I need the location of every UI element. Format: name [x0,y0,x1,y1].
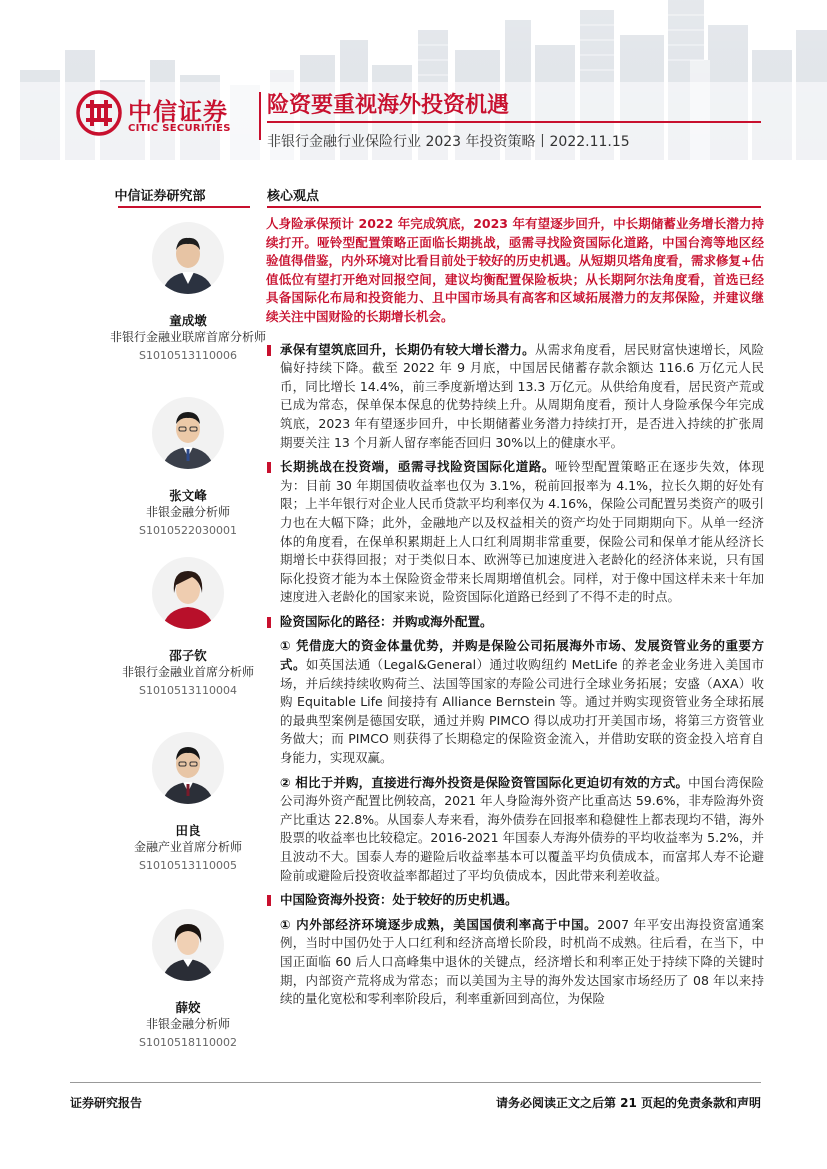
bullet-paragraph [266,613,764,632]
numbered-paragraph [266,774,764,886]
analyst-card [110,397,266,539]
analyst-title: 金融产业首席分析师 [133,840,242,854]
analyst-title: 非银金融分析师 [145,505,230,519]
report-subtitle: 非银行金融行业保险行业 2023 年投资策略丨2022.11.15 [267,134,630,150]
logo-chinese-name: 中信证券 [128,98,228,126]
analyst-license-id: S1010513110005 [139,859,237,872]
paragraph-text: 如英国法通（Legal&General）通过收购纽约 MetLife 的养老金业务进入美国市场，并后续持续收购荷兰、法国等国家的寿险公司进行全球业务拓展；安盛（AXA）收购 Equitable Life 间接持有 Alliance Bernstein 等。通过并购实现资管业务全球拓展的最典型案例是德国安联，通过并购 PIMCO 得以成功打开美国市场，将第三方资管业务做大；而 PIMCO 则获得了长期稳定的保险资金流入，并借助安联的资金投入培育自身能力，实现双赢。 [280,657,764,766]
analyst-title: 非银行金融业联席首席分析师 [110,330,267,344]
analyst-photo-avatar [152,397,224,469]
paragraph-lead: 中国险资海外投资：处于较好的历史机遇。 [280,892,518,908]
analyst-photo-avatar [152,222,224,294]
paragraph-lead: 长期挑战在投资端，亟需寻找险资国际化道路。 [280,459,556,475]
title-divider [259,92,261,140]
analyst-photo-avatar [152,732,224,804]
paragraph-text: 从需求角度看，居民财富快速增长，风险偏好持续下降。截至 2022 年 9 月底，中国居民储蓄存款余额达 116.6 万亿元人民币，同比增长 14.4%，前三季度新增达到 13.3 万亿元。从供给角度看，居民资产荒或已成为常态，保单保本保息的优势持续上升。从周期角度看，预计人身险承保今年完成筑底，2023 年有望逐步回升，中长期储蓄业务潜力持续打开，是否进入持续的扩张周期要关注 13 个月新人留存率能否回归 30%以上的健康水平。 [280,341,764,450]
bullet-paragraph [266,891,764,910]
paragraph-text: 2007 年平安出海投资富通案例，当时中国仍处于人口红利和经济高增长阶段，时机尚不成熟。往后看，在当下，中国正面临 60 后人口高峰集中退休的关键点，经济增长和利率正处于持续下降的关键时期，内部资产荒将成为常态；而以美国为主导的海外发达国家市场经历了 08 年以来持续的量化宽松和零利率阶段后，利率重新回到高位，为保险 [280,916,764,1007]
bullet-paragraph [266,341,764,453]
report-title: 险资要重视海外投资机遇 [267,93,510,118]
analyst-license-id: S1010513110004 [139,684,237,697]
title-underline [267,121,761,123]
analyst-name: 张文峰 [169,488,207,503]
paragraph-lead: ① 内外部经济环境逐步成熟，美国国债利率高于中国。 [280,916,598,932]
analyst-name: 童成墩 [169,313,207,328]
analyst-license-id: S1010522030001 [139,524,237,537]
citic-logo-icon [76,90,122,136]
paragraph-lead: 承保有望筑底回升，长期仍有较大增长潜力。 [280,341,535,357]
analyst-license-id: S1010513110006 [139,349,237,362]
analyst-photo-avatar [152,909,224,981]
paragraph-lead: ② 相比于并购，直接进行海外投资是保险资管国际化更迫切有效的方式。 [280,774,689,790]
analyst-name: 田良 [175,823,201,838]
summary-paragraph: 人身险承保预计 2022 年完成筑底，2023 年有望逐步回升，中长期储蓄业务增长潜力持续打开。哑铃型配置策略正面临长期挑战，亟需寻找险资国际化道路，中国台湾等地区经验值得借鉴，内外环境对比看目前处于较好的历史机遇。从短期贝塔角度看，需求修复+估值低位有望打开绝对回报空间，建议均衡配置保险板块；从长期阿尔法角度看，首选已经具备国际化布局和投资能力、且中国市场具有高客和区域拓展潜力的友邦保险，并建议继续关注中国财险的长期增长机会。 [266,216,764,324]
analyst-license-id: S1010518110002 [139,1036,237,1049]
core-views-body [266,215,764,1009]
analyst-title: 非银行金融业首席分析师 [121,665,254,679]
paragraph-text: 中国台湾保险公司海外资产配置比例较高，2021 年人身险海外资产比重高达 59.6%，非寿险海外资产比重达 22.8%。从国泰人寿来看，海外债券在回报率和稳健性上都表现均不错，海外股票的收益率也比较稳定。2016-2021 年国泰人寿海外债券的平均收益率为 5.2%，并且波动不大。国泰人寿的避险后收益率基本可以覆盖平均负债成本，而富邦人寿不论避险前或避险后投资收益率都超过了平均负债成本，因此带来利差收益。 [280,774,764,883]
core-views-rule [267,206,761,208]
numbered-paragraph [266,637,764,767]
paragraph-lead: ① 凭借庞大的资金体量优势，并购是保险公司拓展海外市场、发展资管业务的重要方式。 [280,638,764,673]
analyst-card [110,732,266,874]
analyst-photo-avatar [152,557,224,629]
analyst-name: 薛姣 [175,1000,201,1015]
citic-securities-logo [76,90,256,140]
footer-report-type: 证券研究报告 [70,1096,143,1110]
bullet-paragraph [266,458,764,607]
paragraph-text: 哑铃型配置策略正在逐步失效，体现为：目前 30 年期国债收益率也仅为 3.1%，税前回报率为 4.1%，拉长久期的好处有限；上半年银行对企业人民币贷款平均利率仅为 4.16%，保险公司配置另类资产的吸引力也在大幅下降；此外，金融地产以及权益相关的资产均处于同期期向下。从单一经济体的角度看，在保单积累期赶上人口红利周期非常重要，保险公司和保单才能从经济长期增长中获得回报；对于类似日本、欧洲等已加速度进入老龄化的经济体来说，只有国际化投资才能为本土保险资金带来长周期增值机会。同样，对于像中国这样未来十年加速度进入老龄化的国家来说，险资国际化道路已经到了不得不走的时点。 [280,459,764,605]
core-views-heading: 核心观点 [267,189,320,204]
analyst-card [110,557,266,699]
numbered-paragraph [266,916,764,1009]
analyst-card [110,222,266,364]
footer-rule [70,1082,761,1083]
analyst-name: 邵子钦 [169,648,207,663]
analyst-title: 非银金融分析师 [145,1017,230,1031]
research-dept-heading: 中信证券研究部 [114,189,206,204]
paragraph-lead: 险资国际化的路径：并购或海外配置。 [280,613,493,629]
analyst-card [110,909,266,1051]
footer-disclaimer-note: 请务必阅读正文之后第 21 页起的免责条款和声明 [495,1096,761,1110]
logo-english-name: CITIC SECURITIES [128,123,231,134]
research-dept-rule [118,206,250,208]
